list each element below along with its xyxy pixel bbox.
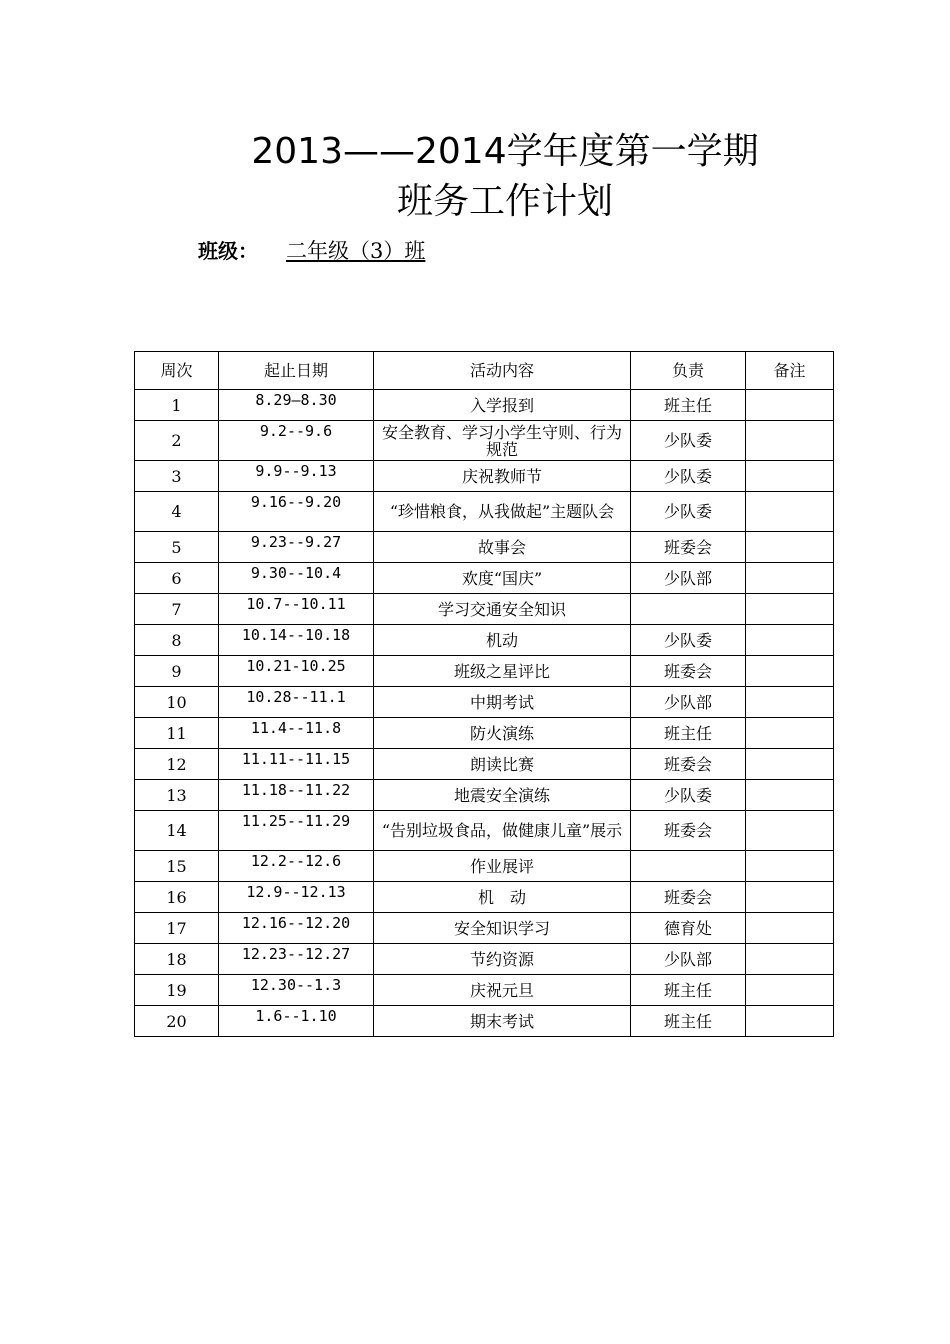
owner-cell: 班主任 (631, 718, 746, 749)
owner-cell: 班委会 (631, 749, 746, 780)
note-cell (746, 851, 834, 882)
note-cell (746, 975, 834, 1006)
activity-cell: 庆祝元旦 (374, 975, 631, 1006)
dates-cell: 8.29—8.30 (219, 390, 374, 421)
owner-cell: 少队部 (631, 944, 746, 975)
note-cell (746, 687, 834, 718)
week-cell: 17 (135, 913, 219, 944)
week-cell: 18 (135, 944, 219, 975)
week-cell: 19 (135, 975, 219, 1006)
activity-cell: 学习交通安全知识 (374, 594, 631, 625)
table-body (135, 390, 834, 1037)
table-row (135, 421, 834, 461)
week-cell: 4 (135, 492, 219, 532)
table-row (135, 594, 834, 625)
dates-cell: 12.2--12.6 (219, 851, 374, 882)
owner-cell: 少队委 (631, 492, 746, 532)
activity-cell: 庆祝教师节 (374, 461, 631, 492)
owner-cell: 班委会 (631, 882, 746, 913)
note-cell (746, 625, 834, 656)
owner-cell: 班委会 (631, 532, 746, 563)
owner-cell: 少队部 (631, 563, 746, 594)
week-cell: 12 (135, 749, 219, 780)
note-cell (746, 882, 834, 913)
dates-cell: 9.2--9.6 (219, 421, 374, 461)
table-row (135, 811, 834, 851)
table-row (135, 913, 834, 944)
note-cell (746, 532, 834, 563)
header-week: 周次 (135, 352, 219, 390)
document-title: 2013——2014学年度第一学期 (251, 131, 759, 172)
table-row (135, 563, 834, 594)
note-cell (746, 944, 834, 975)
table-row (135, 390, 834, 421)
week-cell: 7 (135, 594, 219, 625)
dates-cell: 9.30--10.4 (219, 563, 374, 594)
activity-cell: 欢度“国庆” (374, 563, 631, 594)
owner-cell: 班主任 (631, 390, 746, 421)
dates-cell: 1.6--1.10 (219, 1006, 374, 1037)
dates-cell: 10.14--10.18 (219, 625, 374, 656)
activity-cell: 入学报到 (374, 390, 631, 421)
table-row (135, 687, 834, 718)
header-activity: 活动内容 (374, 352, 631, 390)
activity-cell: “珍惜粮食，从我做起”主题队会 (374, 492, 631, 532)
dates-cell: 12.23--12.27 (219, 944, 374, 975)
note-cell (746, 492, 834, 532)
note-cell (746, 1006, 834, 1037)
owner-cell (631, 851, 746, 882)
activity-cell: 期末考试 (374, 1006, 631, 1037)
dates-cell: 11.11--11.15 (219, 749, 374, 780)
owner-cell: 班委会 (631, 656, 746, 687)
activity-cell: “告别垃圾食品，做健康儿童”展示 (374, 811, 631, 851)
note-cell (746, 811, 834, 851)
document-subtitle: 班务工作计划 (396, 181, 613, 222)
note-cell (746, 780, 834, 811)
note-cell (746, 913, 834, 944)
activity-cell: 安全教育、学习小学生守则、行为规范 (374, 421, 631, 461)
week-cell: 13 (135, 780, 219, 811)
table-row (135, 656, 834, 687)
activity-cell: 机 动 (374, 882, 631, 913)
week-cell: 6 (135, 563, 219, 594)
week-cell: 3 (135, 461, 219, 492)
table-row (135, 492, 834, 532)
header-owner: 负责 (631, 352, 746, 390)
owner-cell: 少队委 (631, 461, 746, 492)
note-cell (746, 390, 834, 421)
table-row (135, 625, 834, 656)
owner-cell: 少队委 (631, 780, 746, 811)
activity-cell: 班级之星评比 (374, 656, 631, 687)
dates-cell: 10.28--11.1 (219, 687, 374, 718)
table-row (135, 851, 834, 882)
activity-cell: 防火演练 (374, 718, 631, 749)
table-row (135, 1006, 834, 1037)
class-label: 班级： (198, 239, 258, 263)
activity-cell: 安全知识学习 (374, 913, 631, 944)
dates-cell: 9.23--9.27 (219, 532, 374, 563)
note-cell (746, 594, 834, 625)
note-cell (746, 421, 834, 461)
owner-cell: 德育处 (631, 913, 746, 944)
header-note: 备注 (746, 352, 834, 390)
table-row (135, 749, 834, 780)
dates-cell: 12.16--12.20 (219, 913, 374, 944)
owner-cell: 班委会 (631, 811, 746, 851)
week-cell: 1 (135, 390, 219, 421)
note-cell (746, 656, 834, 687)
table-row (135, 882, 834, 913)
table-row (135, 718, 834, 749)
activity-cell: 中期考试 (374, 687, 631, 718)
week-cell: 15 (135, 851, 219, 882)
table-header-row (135, 352, 834, 390)
owner-cell: 少队委 (631, 625, 746, 656)
owner-cell: 班主任 (631, 1006, 746, 1037)
class-info (198, 234, 425, 268)
dates-cell: 11.4--11.8 (219, 718, 374, 749)
note-cell (746, 749, 834, 780)
dates-cell: 11.25--11.29 (219, 811, 374, 851)
week-cell: 11 (135, 718, 219, 749)
owner-cell: 班主任 (631, 975, 746, 1006)
owner-cell: 少队委 (631, 421, 746, 461)
dates-cell: 9.16--9.20 (219, 492, 374, 532)
schedule-table (134, 351, 834, 1037)
dates-cell: 12.9--12.13 (219, 882, 374, 913)
dates-cell: 12.30--1.3 (219, 975, 374, 1006)
activity-cell: 朗读比赛 (374, 749, 631, 780)
table-row (135, 975, 834, 1006)
activity-cell: 地震安全演练 (374, 780, 631, 811)
week-cell: 9 (135, 656, 219, 687)
activity-cell: 故事会 (374, 532, 631, 563)
note-cell (746, 563, 834, 594)
note-cell (746, 461, 834, 492)
dates-cell: 9.9--9.13 (219, 461, 374, 492)
week-cell: 8 (135, 625, 219, 656)
week-cell: 20 (135, 1006, 219, 1037)
week-cell: 10 (135, 687, 219, 718)
activity-cell: 节约资源 (374, 944, 631, 975)
table-row (135, 461, 834, 492)
activity-cell: 机动 (374, 625, 631, 656)
class-value: 二年级（3）班 (286, 239, 426, 263)
week-cell: 2 (135, 421, 219, 461)
week-cell: 16 (135, 882, 219, 913)
dates-cell: 10.21-10.25 (219, 656, 374, 687)
note-cell (746, 718, 834, 749)
week-cell: 14 (135, 811, 219, 851)
table-row (135, 532, 834, 563)
dates-cell: 11.18--11.22 (219, 780, 374, 811)
dates-cell: 10.7--10.11 (219, 594, 374, 625)
owner-cell: 少队部 (631, 687, 746, 718)
table-row (135, 780, 834, 811)
week-cell: 5 (135, 532, 219, 563)
table-row (135, 944, 834, 975)
header-dates: 起止日期 (219, 352, 374, 390)
owner-cell (631, 594, 746, 625)
activity-cell: 作业展评 (374, 851, 631, 882)
